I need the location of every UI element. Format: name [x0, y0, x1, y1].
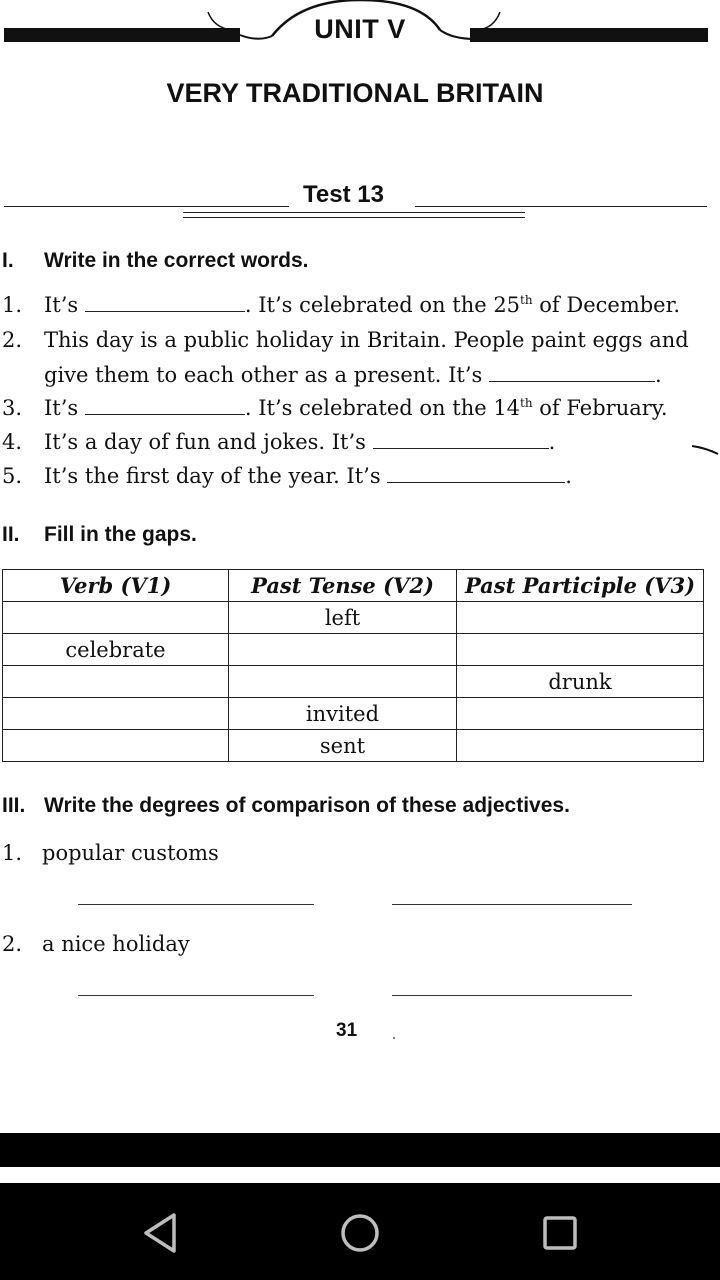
section-1-heading: Write in the correct words.: [44, 249, 309, 272]
adjective-1-text: popular customs: [42, 841, 219, 865]
test-rule-left: [4, 206, 289, 207]
bottom-black-strip: [0, 1133, 720, 1167]
comparative-answer-line-1[interactable]: [78, 904, 314, 905]
bottom-white-gap: [0, 1167, 720, 1183]
back-button[interactable]: [130, 1205, 190, 1261]
column-header: Verb (V1): [3, 570, 229, 602]
table-cell: celebrate: [3, 634, 229, 666]
recents-button[interactable]: [530, 1205, 590, 1261]
answer-blank-5[interactable]: [387, 464, 565, 483]
item-3-number: 3.: [2, 396, 23, 420]
table-row: [3, 666, 704, 698]
item-5-text: It’s the first day of the year. It’s .: [44, 464, 572, 488]
table-cell[interactable]: [229, 666, 457, 698]
section-3-number: III.: [2, 794, 26, 817]
page-number: 31: [336, 1020, 358, 1041]
back-icon: [130, 1205, 190, 1261]
answer-blank-4[interactable]: [373, 430, 549, 449]
unit-title: UNIT V: [314, 14, 406, 44]
item-1-text: It’s . It’s celebrated on the 25th of December.: [44, 293, 681, 317]
section-3-heading: Write the degrees of comparison of these adjectives.: [44, 794, 570, 817]
page-title: VERY TRADITIONAL BRITAIN: [166, 78, 544, 108]
table-cell[interactable]: [457, 634, 704, 666]
section-1-number: I.: [2, 249, 14, 272]
column-header: Past Participle (V3): [457, 570, 704, 602]
table-cell: sent: [229, 730, 457, 762]
table-cell: drunk: [457, 666, 704, 698]
item-3-text: It’s . It’s celebrated on the 14th of February.: [44, 396, 668, 420]
table-cell[interactable]: [457, 698, 704, 730]
item-1-number: 1.: [2, 293, 23, 317]
pen-mark: [690, 440, 720, 460]
item-5-number: 5.: [2, 464, 23, 488]
item-2-line-1: This day is a public holiday in Britain. People paint eggs and: [44, 328, 689, 352]
test-rule-under-1: [183, 212, 525, 213]
superlative-answer-line-1[interactable]: [392, 904, 632, 905]
navigation-bar: [0, 1183, 720, 1280]
test-rule-right: [415, 206, 707, 207]
answer-blank-2[interactable]: [489, 363, 655, 382]
table-row: [3, 730, 704, 762]
table-cell[interactable]: [3, 666, 229, 698]
item-2-number: 2.: [2, 328, 23, 352]
superlative-answer-line-2[interactable]: [392, 995, 632, 996]
table-header-row: [3, 570, 704, 602]
table-cell[interactable]: [457, 730, 704, 762]
speck: [393, 1037, 395, 1039]
item-4-number: 4.: [2, 430, 23, 454]
table-cell: invited: [229, 698, 457, 730]
adjective-1-number: 1.: [2, 841, 23, 865]
home-icon: [330, 1205, 390, 1261]
answer-blank-1[interactable]: [85, 293, 245, 312]
table-cell[interactable]: [457, 602, 704, 634]
table-row: [3, 634, 704, 666]
table-cell[interactable]: [3, 730, 229, 762]
answer-blank-3[interactable]: [85, 396, 245, 415]
table-cell[interactable]: [3, 698, 229, 730]
column-header: Past Tense (V2): [229, 570, 457, 602]
table-row: [3, 698, 704, 730]
adjective-2-number: 2.: [2, 932, 23, 956]
recents-icon: [530, 1205, 590, 1261]
item-2-line-2: give them to each other as a present. It’s .: [44, 363, 662, 387]
item-4-text: It’s a day of fun and jokes. It’s .: [44, 430, 556, 454]
test-title: Test 13: [303, 181, 384, 208]
table-cell[interactable]: [3, 602, 229, 634]
section-2-number: II.: [2, 523, 20, 546]
home-button[interactable]: [330, 1205, 390, 1261]
verb-forms-table: [2, 569, 704, 762]
table-cell[interactable]: [229, 634, 457, 666]
section-2-heading: Fill in the gaps.: [44, 523, 197, 546]
table-row: [3, 602, 704, 634]
table-cell: left: [229, 602, 457, 634]
test-rule-under-2: [183, 217, 525, 218]
adjective-2-text: a nice holiday: [42, 932, 190, 956]
comparative-answer-line-2[interactable]: [78, 995, 314, 996]
